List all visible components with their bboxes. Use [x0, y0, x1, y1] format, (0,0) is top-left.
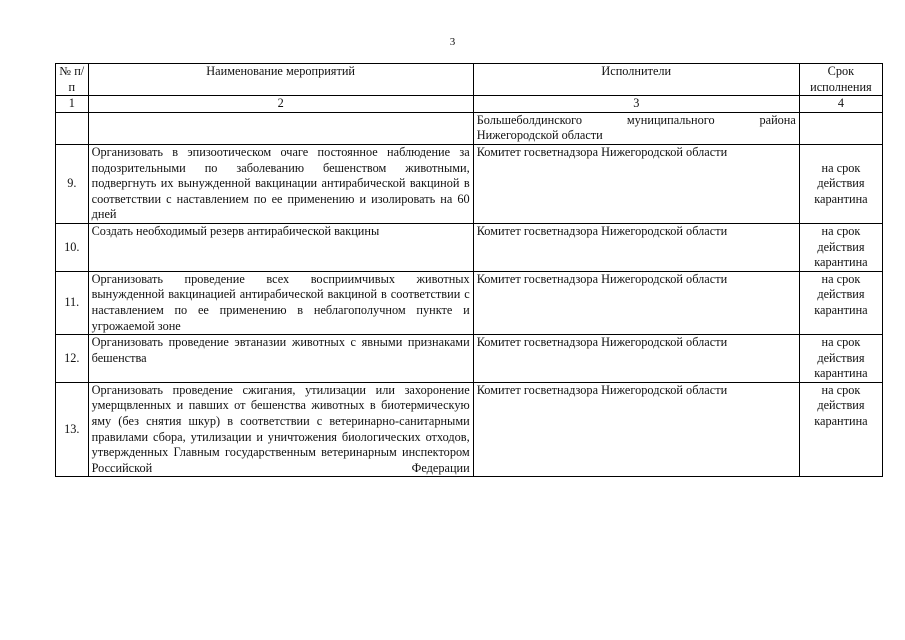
header-num: № п/п [56, 64, 89, 96]
row-term [799, 112, 882, 144]
row-num: 9. [56, 144, 89, 223]
row-num: 10. [56, 223, 89, 271]
table-row [56, 382, 883, 477]
row-executors: Комитет госветнадзора Нижегородской области [473, 223, 799, 271]
row-executors: Комитет госветнадзора Нижегородской области [473, 382, 799, 477]
row-executors: Комитет госветнадзора Нижегородской области [473, 335, 799, 383]
row-num: 12. [56, 335, 89, 383]
header-executors: Исполнители [473, 64, 799, 96]
table-row [56, 144, 883, 223]
column-index: 1 [56, 96, 89, 113]
table-row [56, 223, 883, 271]
column-index-row [56, 96, 883, 113]
row-executors: Комитет госветнадзора Нижегородской области [473, 271, 799, 334]
row-name [88, 112, 473, 144]
table-row [56, 112, 883, 144]
row-executors: Большеболдинского муниципального района Нижегородской области [473, 112, 799, 144]
row-num: 13. [56, 382, 89, 477]
row-name: Создать необходимый резерв антирабической вакцины [88, 223, 473, 271]
row-executors: Комитет госветнадзора Нижегородской области [473, 144, 799, 223]
column-index: 3 [473, 96, 799, 113]
column-index: 4 [799, 96, 882, 113]
measures-table [55, 63, 883, 477]
row-term: на срок действия карантина [799, 223, 882, 271]
row-num [56, 112, 89, 144]
header-term: Срок исполнения [799, 64, 882, 96]
row-name: Организовать проведение всех восприимчивых животных вынужденной вакцинацией антирабической вакциной в соответствии с наставлением по ее применению в неблагополучном пункте и угрожаемой зоне [88, 271, 473, 334]
row-term: на срок действия карантина [799, 335, 882, 383]
table-row [56, 271, 883, 334]
header-name: Наименование мероприятий [88, 64, 473, 96]
table-row [56, 335, 883, 383]
row-term: на срок действия карантина [799, 382, 882, 477]
row-name: Организовать в эпизоотическом очаге постоянное наблюдение за подозрительными по заболеванию бешенством животными, подвергнуть их вынужденной вакцинации антирабической вакциной в соответствии с наставлением по ее применению и изолировать на 60 дней [88, 144, 473, 223]
table-header-row [56, 64, 883, 96]
page-number: 3 [449, 36, 456, 48]
column-index: 2 [88, 96, 473, 113]
row-term: на срок действия карантина [799, 271, 882, 334]
row-term: на срок действия карантина [799, 144, 882, 223]
row-num: 11. [56, 271, 89, 334]
row-name: Организовать проведение эвтаназии животных с явными признаками бешенства [88, 335, 473, 383]
row-name: Организовать проведение сжигания, утилизации или захоронение умерщвленных и павших от бешенства животных в биотермическую яму (без снятия шкур) в соответствии с ветеринарно-санитарными правилами сбора, утилизации и уничтожения биологических отходов, утвержденных Главным государственным ветеринарным инспектором Российской Федерации [88, 382, 473, 477]
